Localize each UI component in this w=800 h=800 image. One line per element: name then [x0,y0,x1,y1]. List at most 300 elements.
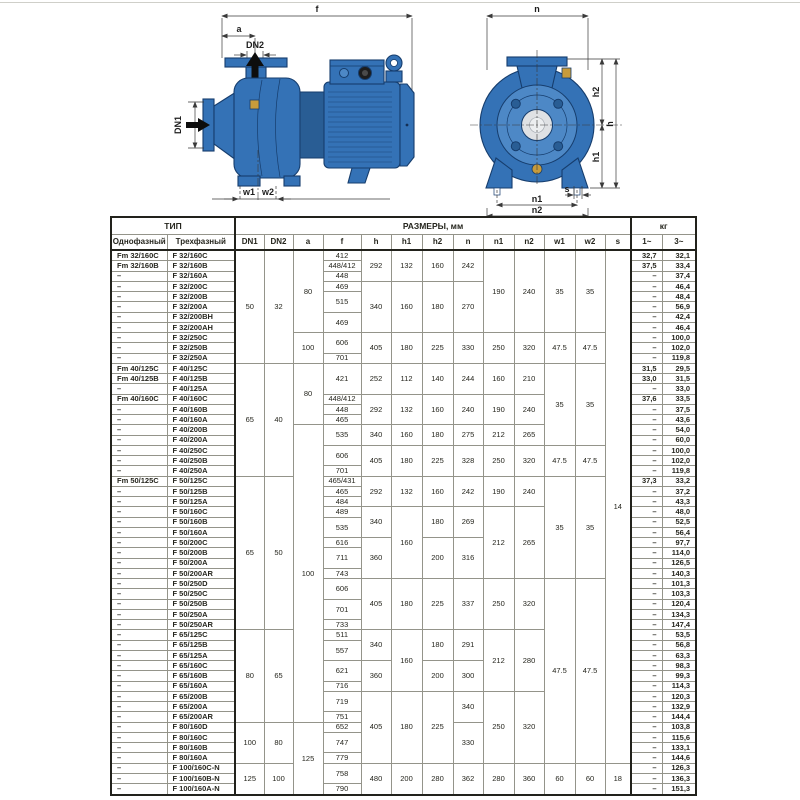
pump-model-cell: F 65/125C [167,630,235,640]
dimension-cell: 180 [422,281,453,332]
weight-cell: 120,3 [662,691,696,701]
dimension-cell: 719 [323,691,361,712]
dimension-cell: 300 [453,661,483,692]
column-header-2: Трехфазный [167,234,235,250]
dimension-cell: 32 [264,250,293,363]
pump-model-cell: – [111,568,167,578]
dimension-cell: 35 [544,476,575,579]
dimension-cell: 616 [323,538,361,548]
dimension-cell: 265 [514,507,544,579]
table-row [111,250,696,261]
dimension-cell: 606 [323,579,361,600]
weight-cell: 136,3 [662,773,696,783]
column-header-7: h [361,234,391,250]
pump-model-cell: Fm 40/160C [111,394,167,404]
pump-model-cell: F 40/125A [167,384,235,394]
dimension-cell: 412 [323,250,361,261]
pump-end-view [470,4,622,216]
fill-plug [250,100,259,109]
motor-body [324,82,400,168]
dimension-cell: 340 [361,630,391,661]
dimension-cell: 35 [575,476,605,579]
dimension-cell: 80 [264,722,293,763]
dimension-cell: 225 [422,333,453,364]
weight-cell: 56,8 [662,640,696,650]
dimension-cell: 448 [323,271,361,281]
weight-cell: – [631,599,662,609]
dimension-cell: 225 [422,579,453,630]
weight-cell: 140,3 [662,568,696,578]
dim-label-h2: h2 [591,86,601,98]
pump-model-cell: – [111,384,167,394]
weight-cell: 126,5 [662,558,696,568]
weight-cell: 33,2 [662,476,696,486]
dimension-cell: 200 [391,763,422,795]
dimension-cell: 337 [453,579,483,630]
dimension-cell: 132 [391,476,422,507]
dimension-cell: 212 [483,425,514,446]
dimension-cell: 448/412 [323,261,361,271]
dimension-cell: 652 [323,722,361,732]
weight-cell: 33,0 [631,374,662,384]
weight-cell: 103,8 [662,722,696,732]
pump-model-cell: F 65/125B [167,640,235,650]
weight-cell: – [631,732,662,742]
weight-cell: – [631,404,662,414]
weight-cell: – [631,609,662,619]
pump-model-cell: F 40/200A [167,435,235,445]
pump-model-cell: – [111,486,167,496]
weight-cell: – [631,302,662,312]
weight-cell: – [631,763,662,773]
pump-model-cell: F 50/160B [167,517,235,527]
weight-cell: – [631,507,662,517]
pump-model-cell: – [111,435,167,445]
column-header-6: f [323,234,361,250]
weight-cell: – [631,527,662,537]
dimension-cell: 125 [293,722,323,795]
weight-cell: 120,4 [662,599,696,609]
dim-label-dn1: DN1 [173,115,183,135]
pump-model-cell: – [111,271,167,281]
dimension-cell: 240 [453,394,483,425]
dimension-cell: 80 [293,250,323,333]
dimension-cell: 448 [323,404,361,414]
pump-model-cell: – [111,507,167,517]
dimension-cell: 132 [391,250,422,281]
dimension-cell: 790 [323,784,361,795]
dimension-cell: 557 [323,640,361,661]
pump-model-cell: – [111,671,167,681]
dimension-cell: 489 [323,507,361,517]
pump-model-cell: – [111,404,167,414]
column-header-12: n2 [514,234,544,250]
pump-model-cell: – [111,312,167,322]
dim-label-n: n [534,4,540,14]
pump-model-cell: F 65/160A [167,681,235,691]
pump-model-cell: – [111,579,167,589]
dimension-cell: 40 [264,363,293,476]
dimension-cell: 160 [391,281,422,332]
weight-cell: – [631,456,662,466]
pump-model-cell: Fm 50/125C [111,476,167,486]
weight-cell: 144,6 [662,753,696,763]
column-header-17: 3~ [662,234,696,250]
weight-cell: 56,9 [662,302,696,312]
pump-model-cell: F 32/200C [167,281,235,291]
pump-model-cell: – [111,456,167,466]
dimension-cell: 465 [323,486,361,496]
pump-model-cell: – [111,538,167,548]
weight-cell: 37,3 [631,476,662,486]
pump-model-cell: – [111,630,167,640]
weight-cell: 144,4 [662,712,696,722]
dimension-cell: 751 [323,712,361,722]
weight-cell: 37,4 [662,271,696,281]
column-header-16: 1~ [631,234,662,250]
pump-model-cell: F 40/200B [167,425,235,435]
pump-model-cell: F 50/200B [167,548,235,558]
pump-model-cell: – [111,415,167,425]
weight-cell: 103,3 [662,589,696,599]
weight-cell: – [631,466,662,476]
pump-model-cell: F 32/250A [167,353,235,363]
weight-cell: – [631,640,662,650]
weight-cell: 46,4 [662,281,696,291]
dimension-cell: 328 [453,445,483,476]
dimension-cell: 160 [422,476,453,507]
dimension-cell: 242 [453,476,483,507]
dimension-cell: 160 [391,425,422,446]
dimension-cell: 733 [323,620,361,630]
weight-cell: – [631,784,662,795]
weight-cell: – [631,650,662,660]
weight-cell: – [631,773,662,783]
pump-model-cell: – [111,497,167,507]
dimension-cell: 47.5 [544,445,575,476]
weight-cell: 31,5 [662,374,696,384]
weight-cell: 48,0 [662,507,696,517]
pump-model-cell: F 50/200A [167,558,235,568]
weight-cell: – [631,671,662,681]
dimension-cell: 65 [235,363,264,476]
dim-label-f: f [315,4,319,14]
dimension-cell: 448/412 [323,394,361,404]
dimension-cell: 160 [422,250,453,281]
weight-cell: 98,3 [662,661,696,671]
dimension-cell: 405 [361,333,391,364]
dimension-cell: 421 [323,363,361,394]
pump-model-cell: F 50/250AR [167,620,235,630]
dimension-cell: 747 [323,732,361,753]
dimension-cell: 190 [483,476,514,507]
weight-cell: 114,0 [662,548,696,558]
dimension-cell: 200 [422,538,453,579]
dimension-cell: 743 [323,568,361,578]
weight-cell: 63,3 [662,650,696,660]
pump-model-cell: F 65/200B [167,691,235,701]
weight-cell: – [631,333,662,343]
pump-model-cell: F 100/160A-N [167,784,235,795]
header-group-weight: кг [631,217,696,234]
column-header-11: n1 [483,234,514,250]
dimension-cell: 250 [483,691,514,763]
pump-model-cell: – [111,517,167,527]
weight-cell: 97,7 [662,538,696,548]
dimension-cell: 405 [361,445,391,476]
dimension-cell: 320 [514,579,544,630]
pump-model-cell: F 32/160B [167,261,235,271]
dimension-cell: 80 [235,630,264,722]
dimension-cell: 265 [514,425,544,446]
dimension-cell: 716 [323,681,361,691]
weight-cell: – [631,722,662,732]
pump-model-cell: – [111,763,167,773]
weight-cell: 53,5 [662,630,696,640]
column-header-10: n [453,234,483,250]
weight-cell: 33,4 [662,261,696,271]
dimension-cell: 320 [514,445,544,476]
dimension-cell: 250 [483,333,514,364]
pump-model-cell: – [111,333,167,343]
dimension-cell: 270 [453,281,483,332]
pump-model-cell: – [111,589,167,599]
pump-model-cell: F 40/250B [167,456,235,466]
dimension-cell: 515 [323,292,361,313]
weight-cell: 43,3 [662,497,696,507]
weight-cell: 99,3 [662,671,696,681]
weight-cell: 147,4 [662,620,696,630]
dimension-cell: 35 [544,363,575,445]
dimension-cell: 180 [391,691,422,763]
pump-model-cell: F 40/160A [167,415,235,425]
dimension-cell: 65 [235,476,264,630]
dimension-cell: 244 [453,363,483,394]
dimension-cell: 621 [323,661,361,682]
pump-model-cell: F 65/125A [167,650,235,660]
dimension-cell: 340 [453,691,483,722]
weight-cell: – [631,579,662,589]
dimension-cell: 47.5 [575,579,605,764]
dimension-cell: 180 [391,445,422,476]
dimension-cell: 160 [391,507,422,579]
dim-label-h1: h1 [591,151,601,163]
dimension-cell: 60 [544,763,575,795]
pump-model-cell: F 80/160A [167,753,235,763]
weight-cell: – [631,753,662,763]
weight-cell: – [631,702,662,712]
weight-cell: – [631,486,662,496]
pump-model-cell: F 50/160C [167,507,235,517]
weight-cell: 100,0 [662,333,696,343]
dimension-cell: 701 [323,466,361,476]
dimension-cell: 140 [422,363,453,394]
weight-cell: – [631,630,662,640]
weight-cell: 119,8 [662,353,696,363]
weight-cell: – [631,292,662,302]
dim-label-a: a [236,24,242,34]
pump-model-cell: – [111,784,167,795]
pump-model-cell: – [111,722,167,732]
dimension-cell: 100 [293,425,323,722]
dimension-cell: 180 [391,579,422,630]
weight-cell: – [631,425,662,435]
vent-plug [562,68,571,78]
weight-cell: – [631,312,662,322]
dimension-cell: 210 [514,363,544,394]
dimension-cell: 100 [235,722,264,763]
weight-cell: 102,0 [662,456,696,466]
pump-model-cell: F 32/250B [167,343,235,353]
pump-model-cell: F 32/160A [167,271,235,281]
pump-model-cell: F 100/160B-N [167,773,235,783]
terminal-box [330,60,384,84]
weight-cell: 48,4 [662,292,696,302]
pump-model-cell: F 65/160C [167,661,235,671]
dimension-cell: 18 [605,763,631,795]
dimension-cell: 280 [483,763,514,795]
dim-label-n1: n1 [531,194,543,204]
weight-cell: – [631,691,662,701]
dimension-cell: 606 [323,333,361,354]
dimension-cell: 711 [323,548,361,569]
dim-label-w1: w1 [242,187,256,197]
weight-cell: – [631,415,662,425]
dimension-cell: 758 [323,763,361,784]
dimension-cell: 340 [361,507,391,538]
weight-cell: 115,6 [662,732,696,742]
pump-model-cell: F 32/200A [167,302,235,312]
dimension-cell: 132 [391,394,422,425]
weight-cell: – [631,271,662,281]
pump-model-cell: – [111,620,167,630]
pump-model-cell: – [111,712,167,722]
dimension-cell: 240 [514,476,544,507]
dimension-cell: 484 [323,497,361,507]
weight-cell: 60,0 [662,435,696,445]
pump-model-cell: F 50/125A [167,497,235,507]
dimension-cell: 50 [264,476,293,630]
pump-model-cell: – [111,445,167,455]
column-header-15: s [605,234,631,250]
dimension-cell: 14 [605,250,631,763]
dimension-cell: 180 [422,630,453,661]
pump-model-cell: Fm 40/125B [111,374,167,384]
weight-cell: – [631,497,662,507]
weight-cell: 54,0 [662,425,696,435]
pump-model-cell: – [111,732,167,742]
table-row [111,763,696,773]
dim-label-dn2: DN2 [245,40,265,50]
pump-model-cell: – [111,281,167,291]
dimension-cell: 465/431 [323,476,361,486]
weight-cell: – [631,538,662,548]
header-group-sizes: РАЗМЕРЫ, мм [235,217,631,234]
dimension-cell: 360 [514,763,544,795]
pump-model-cell: – [111,661,167,671]
dim-label-h: h [605,121,615,127]
pump-model-cell: F 80/160D [167,722,235,732]
dimension-cell: 360 [361,538,391,579]
dimension-cell: 292 [361,476,391,507]
dimension-cell: 280 [422,763,453,795]
weight-cell: – [631,681,662,691]
pump-model-cell: – [111,466,167,476]
dimension-cell: 190 [483,394,514,425]
pump-model-cell: F 50/160A [167,527,235,537]
pump-model-cell: Fm 32/160C [111,250,167,261]
pump-model-cell: F 32/200B [167,292,235,302]
dimension-cell: 212 [483,507,514,579]
dimension-cell: 280 [514,630,544,692]
dimension-cell: 465 [323,415,361,425]
dimension-cell: 252 [361,363,391,394]
pump-model-cell: F 40/125C [167,363,235,373]
weight-cell: – [631,661,662,671]
pump-model-cell: F 50/250C [167,589,235,599]
dimension-cell: 320 [514,691,544,763]
weight-cell: 33,0 [662,384,696,394]
pump-model-cell: F 40/125B [167,374,235,384]
dimension-cell: 35 [575,250,605,333]
dimension-cell: 180 [391,333,422,364]
dimension-cell: 240 [514,250,544,333]
pump-model-cell: F 50/250B [167,599,235,609]
dimension-cell: 320 [514,333,544,364]
dimension-cell: 330 [453,333,483,364]
pump-model-cell: – [111,691,167,701]
dimension-cell: 50 [235,250,264,363]
pump-model-cell: – [111,302,167,312]
dim-label-w2: w2 [261,187,275,197]
weight-cell: – [631,281,662,291]
dimension-cell: 340 [361,425,391,446]
pump-model-cell: F 40/160B [167,404,235,414]
weight-cell: 132,9 [662,702,696,712]
weight-cell: 31,5 [631,363,662,373]
pump-model-cell: Fm 40/125C [111,363,167,373]
weight-cell: – [631,445,662,455]
weight-cell: 101,3 [662,579,696,589]
weight-cell: 29,5 [662,363,696,373]
dimension-cell: 360 [361,661,391,692]
dimension-cell: 362 [453,763,483,795]
dimension-cell: 405 [361,579,391,630]
pump-model-cell: – [111,558,167,568]
dimension-cell: 292 [361,250,391,281]
column-header-14: w2 [575,234,605,250]
column-header-5: a [293,234,323,250]
pump-model-cell: F 32/250C [167,333,235,343]
pump-technical-drawings [0,2,800,216]
dimension-cell: 160 [483,363,514,394]
dimension-cell: 469 [323,312,361,333]
dimension-cell: 511 [323,630,361,640]
dimension-cell: 340 [361,281,391,332]
pump-model-cell: F 65/200A [167,702,235,712]
pump-model-cell: F 32/200AH [167,322,235,332]
weight-cell: – [631,558,662,568]
dimension-cell: 225 [422,691,453,763]
column-header-9: h2 [422,234,453,250]
weight-cell: 42,4 [662,312,696,322]
pump-model-cell: – [111,743,167,753]
dimension-cell: 225 [422,445,453,476]
pump-model-cell: – [111,609,167,619]
weight-cell: – [631,384,662,394]
weight-cell: – [631,343,662,353]
dimension-cell: 330 [453,722,483,763]
